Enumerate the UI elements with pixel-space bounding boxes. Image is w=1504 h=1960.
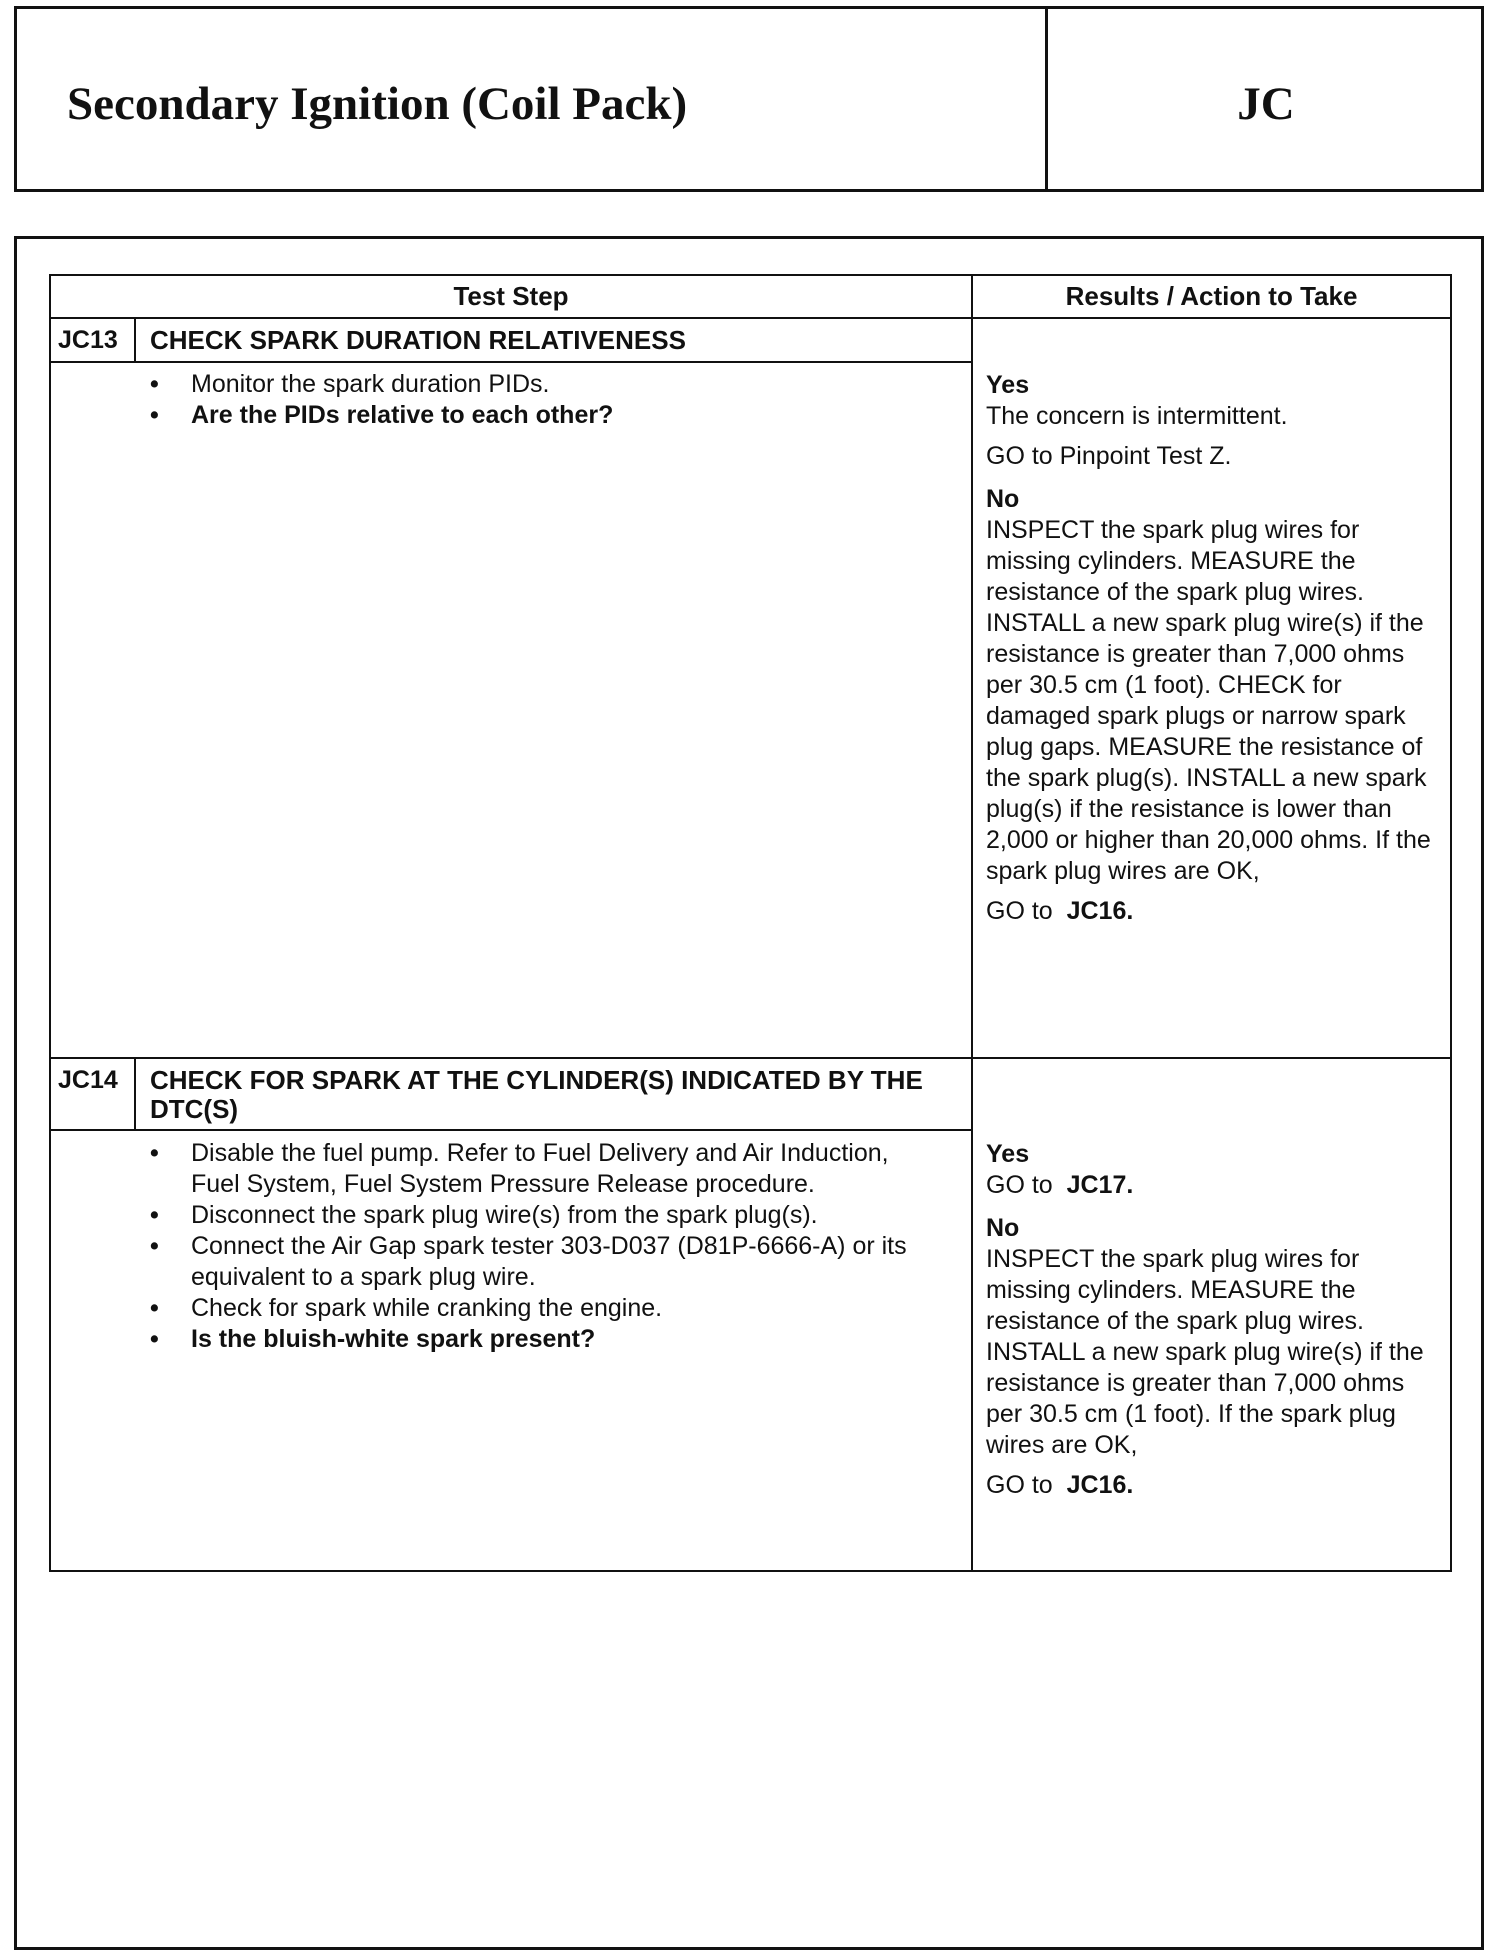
list-item: • Monitor the spark duration PIDs.: [150, 369, 950, 400]
step-result: [986, 1139, 1441, 1501]
step-result: [986, 370, 1441, 927]
goto-target-link[interactable]: JC16.: [1066, 897, 1134, 925]
yes-label: Yes: [986, 1140, 1030, 1168]
list-item: • Check for spark while cranking the engine.: [150, 1293, 940, 1324]
yes-label: Yes: [986, 371, 1030, 399]
goto-prefix: GO to: [986, 897, 1053, 925]
list-item: • Are the PIDs relative to each other?: [150, 400, 950, 431]
page-header: [14, 6, 1484, 192]
step-number: JC14: [58, 1066, 118, 1094]
goto-target-link[interactable]: JC17.: [1066, 1171, 1134, 1199]
list-item: • Is the bluish-white spark present?: [150, 1324, 940, 1355]
list-item: • Disconnect the spark plug wire(s) from the spark plug(s).: [150, 1200, 940, 1231]
list-item: • Connect the Air Gap spark tester 303-D037 (D81P-6666-A) or its equivalent to a spark plug wire.: [150, 1231, 940, 1293]
no-label: No: [986, 485, 1020, 513]
step-instructions: [150, 1138, 940, 1355]
result-text: INSPECT the spark plug wires for missing cylinders. MEASURE the resistance of the spark plug wires. INSTALL a new spark plug wire(s) if the resistance is greater than 7,000 ohms per 30.5 cm (1 foot). If the spark plug wires are OK,: [986, 1245, 1424, 1459]
step-title: CHECK SPARK DURATION RELATIVENESS: [150, 325, 686, 355]
goto-line: [986, 896, 1441, 927]
list-item: • Disable the fuel pump. Refer to Fuel Delivery and Air Induction, Fuel System, Fuel System Pressure Release procedure.: [150, 1138, 940, 1200]
page-title: Secondary Ignition (Coil Pack): [67, 78, 688, 130]
goto-line: [986, 1470, 1441, 1501]
goto-prefix: GO to: [986, 1171, 1053, 1199]
goto-line: [986, 1170, 1441, 1201]
step-title: CHECK FOR SPARK AT THE CYLINDER(S) INDICATED BY THE DTC(S): [150, 1065, 923, 1124]
goto-text: GO to Pinpoint Test Z.: [986, 442, 1232, 470]
column-header-results: Results / Action to Take: [1065, 281, 1358, 311]
no-label: No: [986, 1214, 1020, 1242]
goto-target-link[interactable]: JC16.: [1066, 1471, 1134, 1499]
step-instructions: [150, 369, 950, 431]
goto-prefix: GO to: [986, 1471, 1053, 1499]
section-code: JC: [1237, 78, 1295, 130]
result-text: INSPECT the spark plug wires for missing cylinders. MEASURE the resistance of the spark plug wires. INSTALL a new spark plug wire(s) if the resistance is greater than 7,000 ohms per 30.5 cm (1 foot). CHECK for damaged spark plugs or narrow spark plug gaps. MEASURE the resistance of the spark plug(s). INSTALL a new spark plug(s) if the resistance is lower than 2,000 or higher than 20,000 ohms. If the spark plug wires are OK,: [986, 516, 1431, 885]
step-number: JC13: [58, 326, 118, 354]
column-header-test-step: Test Step: [453, 281, 569, 311]
result-text: The concern is intermittent.: [986, 402, 1288, 430]
